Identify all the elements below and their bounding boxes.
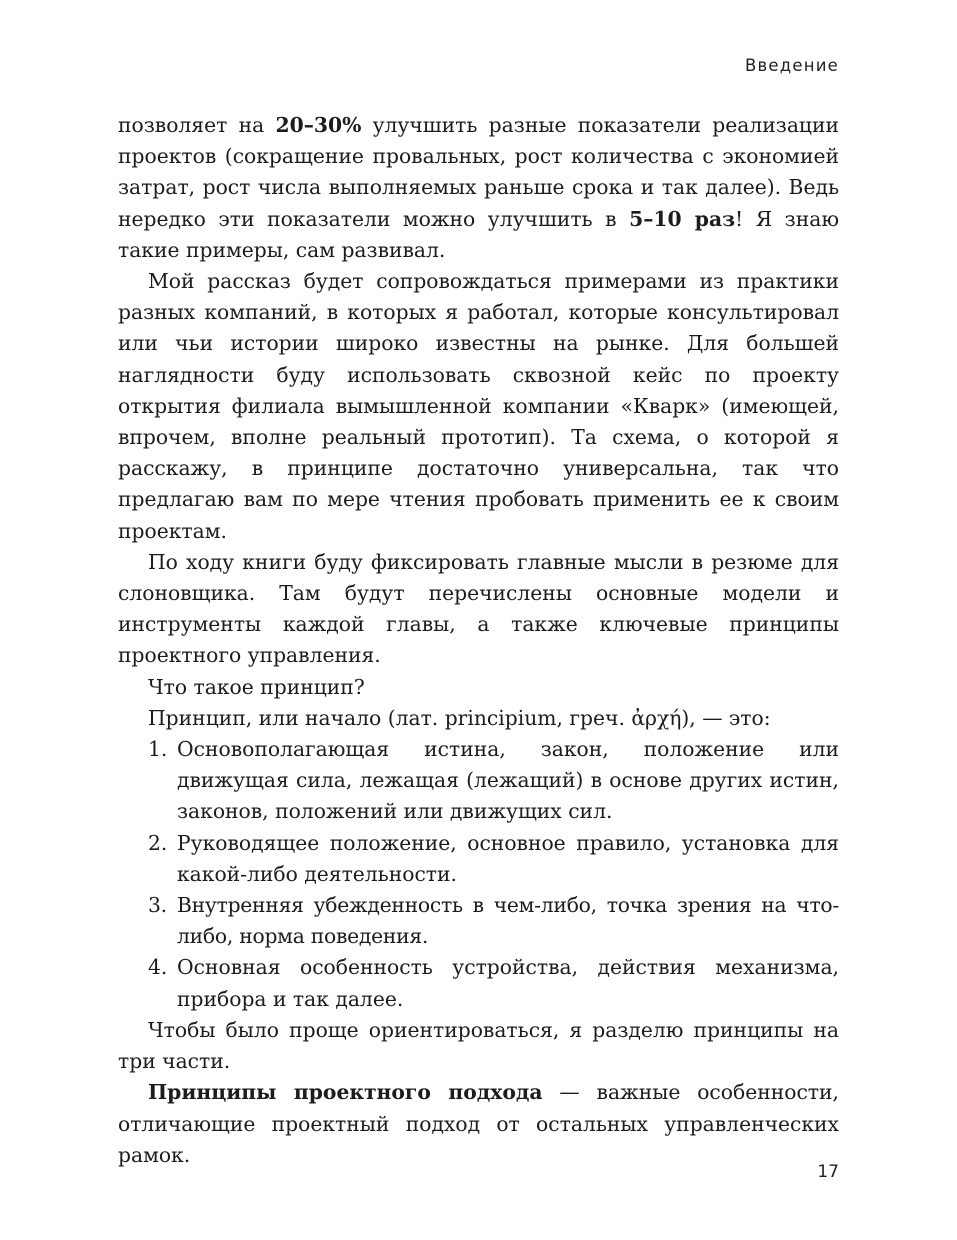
paragraph-summary-note: По ходу книги буду фиксировать главные мысли в резюме для слоновщика. Там будут перечислены основные модели и инструменты каждой главы, а также ключевые принципы проектного управления. <box>118 549 839 668</box>
text-run: — важные особенности, отличающие проектный подход от остальных управленческих рамок. <box>118 1080 839 1167</box>
paragraph-examples: Мой рассказ будет сопровождаться примерами из практики разных компаний, в которых я работал, которые консультировал или чьи истории широко известны на рынке. Для большей наглядности буду использовать сквозной кейс по проекту открытия филиала вымышленной компании «Кварк» (имеющей, впрочем, вполне реальный прототип). Та схема, о которой я расскажу, в принципе достаточно универсальна, так что предлагаю вам по мере чтения пробовать применить ее к своим проектам. <box>118 269 839 543</box>
list-number: 4. <box>148 955 168 980</box>
list-number: 2. <box>148 830 168 855</box>
list-number: 1. <box>148 737 168 762</box>
text-run: позволяет на <box>118 113 276 137</box>
list-item-text: Руководящее положение, основное правило, установка для какой-либо деятельности. <box>177 830 839 886</box>
paragraph-three-parts: Чтобы было проще ориентироваться, я разделю принципы на три части. <box>118 1017 839 1074</box>
list-item-text: Внутренняя убежденность в чем-либо, точка зрения на что-либо, норма поведения. <box>177 893 839 949</box>
list-item-text: Основная особенность устройства, действия механизма, прибора и так далее. <box>177 955 839 1011</box>
paragraph-intro-continued <box>118 110 839 266</box>
page-number: 17 <box>817 1162 839 1182</box>
paragraph-project-principles <box>118 1077 839 1171</box>
running-head: Введение <box>744 56 839 75</box>
bold-figure: 20–30% <box>275 113 362 137</box>
bold-figure: 5–10 раз <box>629 206 736 231</box>
list-item-text: Основополагающая истина, закон, положение или движущая сила, лежащая (лежащий) в основе других истин, законов, положений или движущих сил. <box>177 737 839 824</box>
text-run: ! Я знаю такие примеры, сам развивал. <box>118 206 839 262</box>
question-line: Что такое принцип? <box>148 674 365 699</box>
list-number: 3. <box>148 893 167 918</box>
list-item <box>148 734 839 828</box>
list-item <box>148 952 839 1014</box>
page-body <box>118 110 839 1171</box>
bold-term: Принципы проектного подхода <box>148 1080 543 1105</box>
list-item <box>148 828 839 890</box>
list-item <box>148 890 839 952</box>
definition-intro: Принцип, или начало (лат. principium, греч. ἀρχή), — это: <box>148 705 771 730</box>
text-run: улучшить разные показатели реализации проектов (сокращение провальных, рост количества с экономией затрат, рост числа выполняемых раньше срока и так далее). Ведь нередко эти показатели можно улучшить в <box>118 113 840 231</box>
definition-list <box>118 734 839 1015</box>
